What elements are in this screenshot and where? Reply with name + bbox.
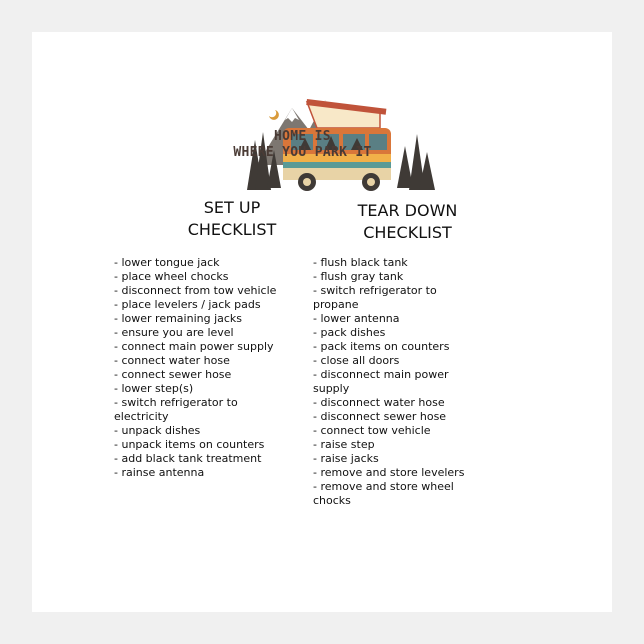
- list-item: - disconnect from tow vehicle: [114, 284, 277, 297]
- list-item: - raise jacks: [313, 452, 379, 465]
- list-item: - disconnect water hose: [313, 396, 445, 409]
- tagline-line-1: HOME IS: [274, 129, 331, 144]
- list-item: - switch refrigerator to: [114, 396, 238, 409]
- list-item: chocks: [313, 494, 351, 507]
- list-item: - place levelers / jack pads: [114, 298, 261, 311]
- teardown-title-line-1: TEAR DOWN: [357, 201, 458, 220]
- list-item: - flush gray tank: [313, 270, 404, 283]
- list-item: - connect tow vehicle: [313, 424, 431, 437]
- list-item: - connect main power supply: [114, 340, 274, 353]
- list-item: - close all doors: [313, 354, 400, 367]
- tagline-line-2: WHERE YOU PARK IT: [233, 145, 372, 160]
- setup-checklist: [114, 256, 294, 480]
- list-item: - lower antenna: [313, 312, 400, 325]
- list-item: - add black tank treatment: [114, 452, 262, 465]
- list-item: - pack items on counters: [313, 340, 450, 353]
- list-item: - pack dishes: [313, 326, 386, 339]
- list-item: electricity: [114, 410, 169, 423]
- list-item: - lower tongue jack: [114, 256, 220, 269]
- list-item: - ensure you are level: [114, 326, 234, 339]
- list-item: - remove and store levelers: [313, 466, 465, 479]
- list-item: - disconnect main power: [313, 368, 449, 381]
- list-item: - connect water hose: [114, 354, 230, 367]
- list-item: - unpack dishes: [114, 424, 201, 437]
- setup-title-line-1: SET UP: [203, 198, 261, 217]
- list-item: - raise step: [313, 438, 375, 451]
- list-item: - place wheel chocks: [114, 270, 229, 283]
- list-item: - flush black tank: [313, 256, 408, 269]
- list-item: supply: [313, 382, 350, 395]
- list-item: - rainse antenna: [114, 466, 205, 479]
- teardown-checklist: [313, 256, 473, 508]
- setup-checklist-title: [146, 197, 318, 241]
- list-item: - disconnect sewer hose: [313, 410, 447, 423]
- moon-icon: [269, 110, 279, 120]
- list-item: propane: [313, 298, 359, 311]
- list-item: - lower step(s): [114, 382, 194, 395]
- list-item: - switch refrigerator to: [313, 284, 437, 297]
- list-item: - remove and store wheel: [313, 480, 454, 493]
- list-item: - connect sewer hose: [114, 368, 232, 381]
- teardown-checklist-title: [310, 200, 505, 244]
- list-item: - unpack items on counters: [114, 438, 265, 451]
- teardown-title-line-2: CHECKLIST: [363, 223, 452, 242]
- list-item: - lower remaining jacks: [114, 312, 243, 325]
- setup-title-line-2: CHECKLIST: [187, 220, 277, 239]
